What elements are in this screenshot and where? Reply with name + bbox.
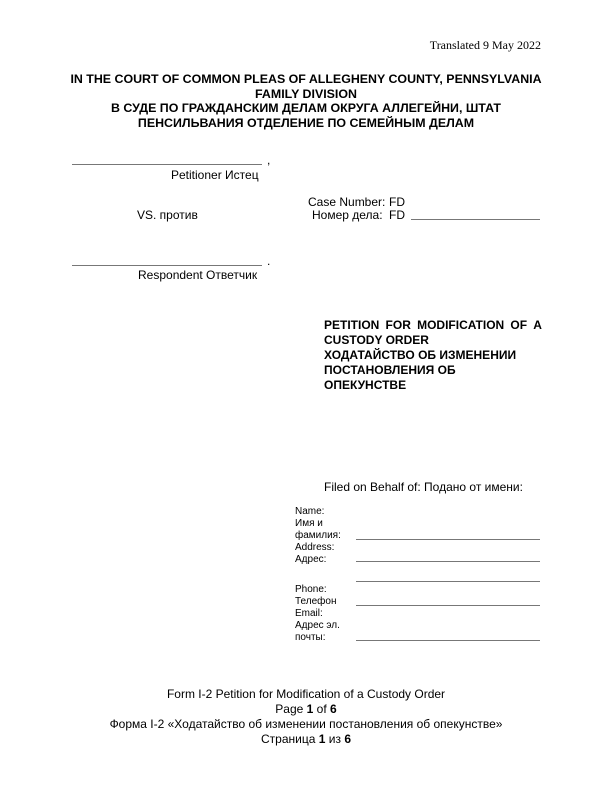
address-field-line-2[interactable] <box>356 581 540 582</box>
name-label-ru: Имя и <box>295 518 323 529</box>
petition-title-word: A <box>533 318 542 332</box>
filed-on-behalf-label: Filed on Behalf of: Подано от имени: <box>324 480 523 494</box>
respondent-label: Respondent Ответчик <box>138 268 258 282</box>
petition-title-line: ХОДАТАЙСТВО ОБ ИЗМЕНЕНИИ <box>324 348 517 362</box>
footer-page-label-ru: Страница <box>260 732 316 746</box>
footer-page-label: Page <box>275 702 304 716</box>
petition-title-word: PETITION <box>324 318 380 332</box>
petition-title-word: MODIFICATION <box>417 318 505 332</box>
email-label-ru-cont: почты: <box>295 632 326 643</box>
email-field[interactable] <box>356 640 540 641</box>
case-number-prefix: FD <box>389 195 405 209</box>
address-label-ru: Адрес: <box>295 554 327 565</box>
page-footer <box>60 687 552 747</box>
respondent-name-field[interactable] <box>72 265 262 266</box>
email-label: Email: <box>295 608 323 619</box>
case-number-prefix-ru: FD <box>389 208 405 222</box>
footer-page-number <box>60 702 552 717</box>
footer-of: of <box>316 702 327 716</box>
footer-page-current-ru: 1 <box>318 732 326 746</box>
footer-page-current: 1 <box>306 702 314 716</box>
respondent-period: . <box>267 254 271 268</box>
case-number-label-ru: Номер дела: <box>312 208 383 222</box>
petition-title-line <box>324 318 542 333</box>
email-label-ru: Адрес эл. <box>295 620 340 631</box>
phone-field[interactable] <box>356 605 540 606</box>
phone-label-ru: Телефон <box>295 596 337 607</box>
footer-page-number-ru <box>60 732 552 747</box>
petition-title-line: ПОСТАНОВЛЕНИЯ ОБ <box>324 363 456 377</box>
petition-title-word: OF <box>510 318 528 332</box>
name-label: Name: <box>295 506 325 517</box>
petition-title-line: ОПЕКУНСТВЕ <box>324 378 407 392</box>
court-heading-line: FAMILY DIVISION <box>255 86 357 101</box>
petitioner-comma: , <box>267 153 271 167</box>
petitioner-label: Petitioner Истец <box>171 168 259 182</box>
petitioner-name-field[interactable] <box>72 164 262 165</box>
court-heading-line: IN THE COURT OF COMMON PLEAS OF ALLEGHENY COUNTY, PENNSYLVANIA <box>70 72 542 86</box>
case-number-field[interactable] <box>411 219 540 220</box>
address-field[interactable] <box>356 561 540 562</box>
petition-title-word: FOR <box>385 318 411 332</box>
footer-form-title-ru: Форма I-2 «Ходатайство об изменении постановления об опекунстве» <box>109 717 503 731</box>
court-heading <box>40 72 572 130</box>
petition-title-line: CUSTODY ORDER <box>324 333 429 347</box>
translation-date: Translated 9 May 2022 <box>429 38 541 52</box>
name-label-ru-cont: фамилия: <box>295 530 341 541</box>
name-field[interactable] <box>356 539 540 540</box>
versus-label: VS. против <box>137 208 198 222</box>
petition-title <box>324 318 542 393</box>
case-number-label: Case Number: <box>308 195 386 209</box>
footer-page-total-ru: 6 <box>344 732 351 746</box>
footer-form-title: Form I-2 Petition for Modification of a Custody Order <box>166 687 446 701</box>
address-label: Address: <box>295 542 335 553</box>
court-heading-line: В СУДЕ ПО ГРАЖДАНСКИМ ДЕЛАМ ОКРУГА АЛЛЕГЕЙНИ, ШТАТ <box>111 101 501 115</box>
footer-of-ru: из <box>328 732 341 746</box>
court-heading-line: ПЕНСИЛЬВАНИЯ ОТДЕЛЕНИЕ ПО СЕМЕЙНЫМ ДЕЛАМ <box>137 115 475 130</box>
phone-label: Phone: <box>295 584 327 595</box>
footer-page-total: 6 <box>330 702 337 716</box>
